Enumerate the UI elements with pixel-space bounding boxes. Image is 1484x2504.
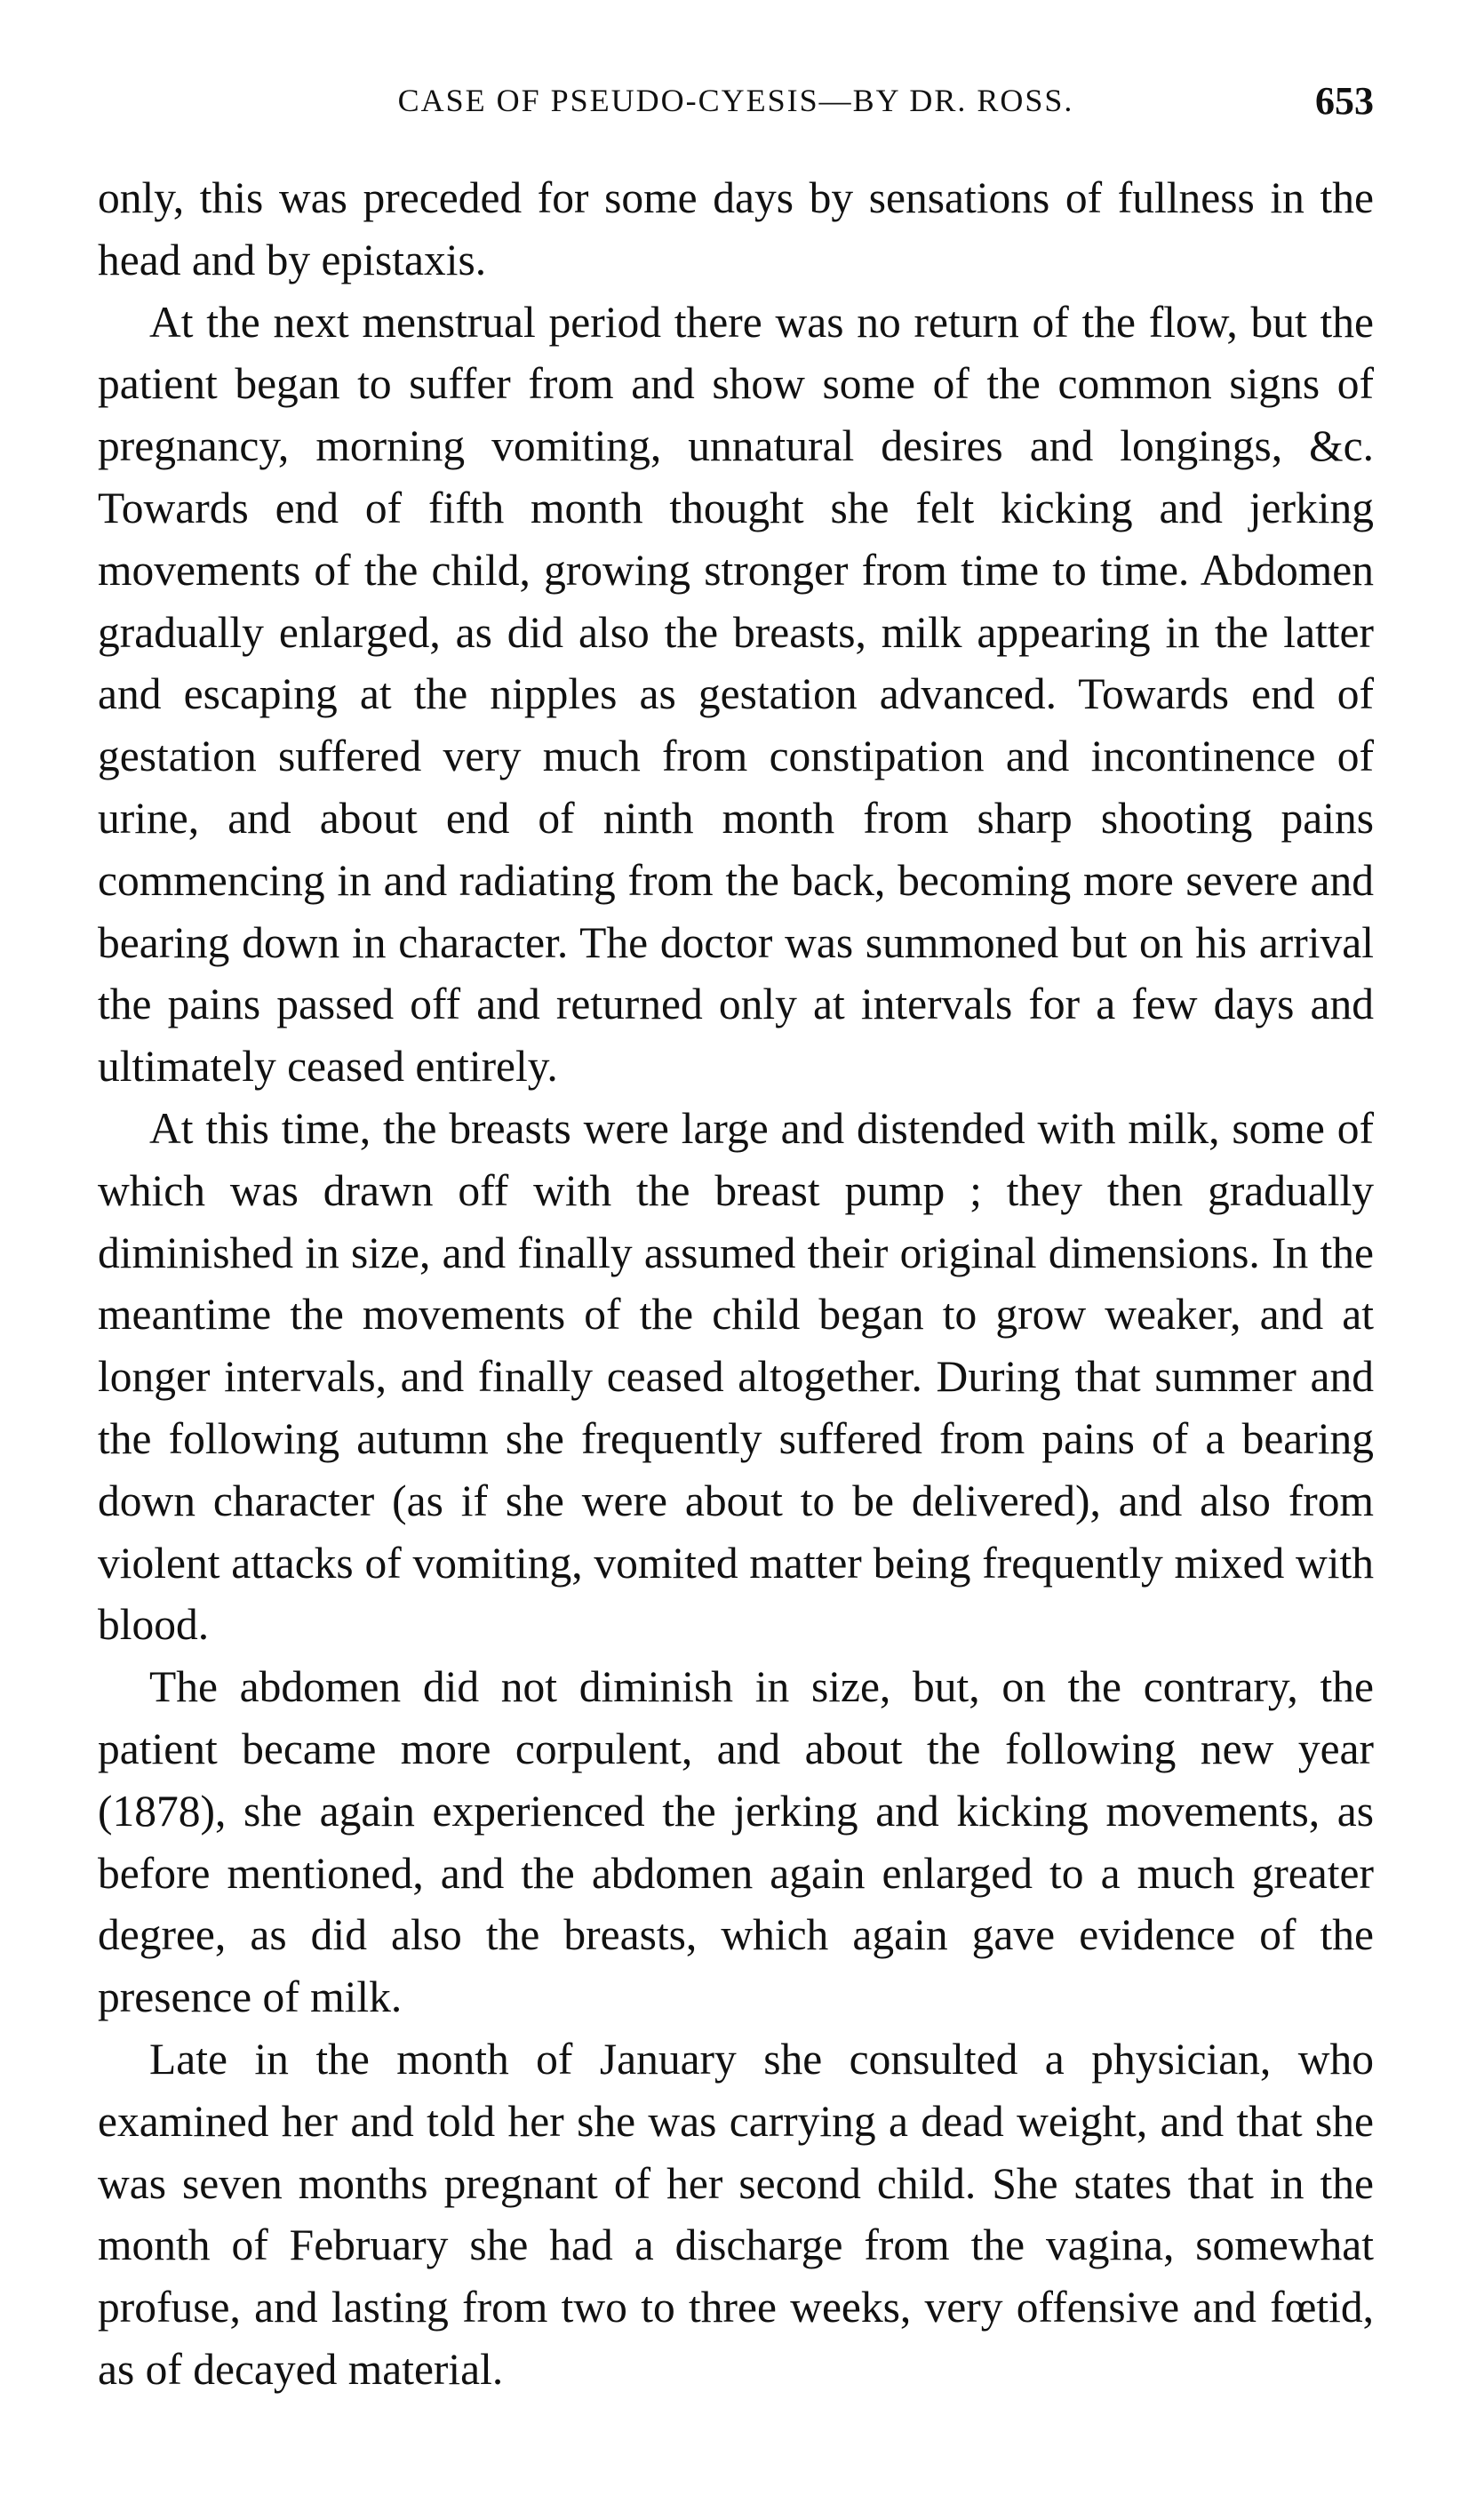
paragraph-january-consultation: Late in the month of January she consulted a physician, who examined her and told her she was carrying a dead weight, and that she was seven months pregnant of her second child. She states that in the month of February she had a discharge from the vagina, somewhat profuse, and lasting from two to three weeks, very offensive and fœtid, as of decayed material.	[98, 2034, 1374, 2394]
paragraph-menstrual-period: At the next menstrual period there was no return of the flow, but the patient began to suffer from and show some of the common signs of pregnancy, morning vomiting, unnatural desires and longings, &c. Towards end of fifth month thought she felt kicking and jerking movements of the child, growing stronger from time to time. Abdomen gradually enlarged, as did also the breasts, milk appearing in the latter and escaping at the nipples as gestation advanced. Towards end of gestation suffered very much from constipation and incontinence of urine, and about end of ninth month from sharp shooting pains commencing in and radiating from the back, becoming more severe and bearing down in character. The doctor was summoned but on his arrival the pains passed off and returned only at intervals for a few days and ultimately ceased entirely.	[98, 297, 1374, 1092]
page-number: 653	[1315, 79, 1374, 123]
running-head	[98, 79, 1374, 144]
paragraph-breasts: At this time, the breasts were large and distended with milk, some of which was drawn off with the breast pump ; they then gradually diminished in size, and finally assumed their original dimensions. In the meantime the movements of the child began to grow weaker, and at longer intervals, and finally ceased altogether. During that summer and the following autumn she frequently suffered from pains of a bearing down character (as if she were about to be delivered), and also from violent attacks of vomiting, vomited matter being frequently mixed with blood.	[98, 1103, 1374, 1650]
body-text	[98, 167, 1374, 2401]
running-title: CASE OF PSEUDO-CYESIS—BY DR. ROSS.	[397, 83, 1074, 118]
paragraph-abdomen: The abdomen did not diminish in size, but, on the contrary, the patient became more corpulent, and about the following new year (1878), she again experienced the jerking and kicking movements, as before mentioned, and the abdomen again enlarged to a much greater degree, as did also the breasts, which again gave evidence of the presence of milk.	[98, 1662, 1374, 2022]
paragraph-continuation: only, this was preceded for some days by sensations of fullness in the head and by epistaxis.	[98, 173, 1374, 284]
